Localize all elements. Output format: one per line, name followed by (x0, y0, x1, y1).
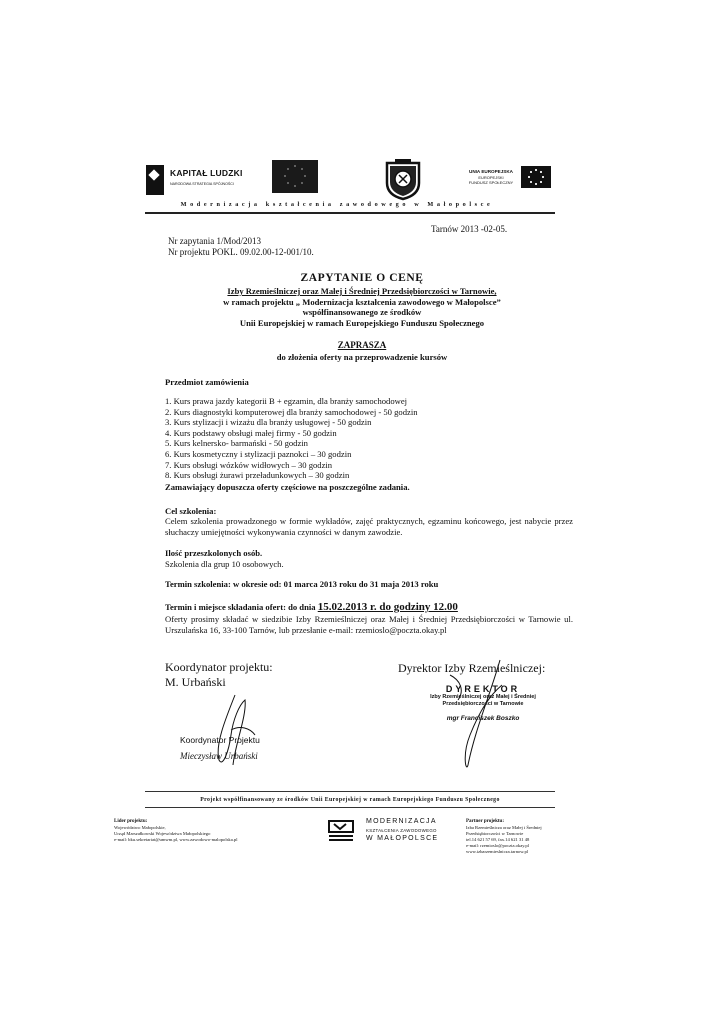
training-term-label: Termin szkolenia: (165, 579, 231, 589)
list-item: 5. Kurs kelnersko- barmański - 50 godzin (165, 438, 308, 449)
eu-text-line1: UNIA EUROPEJSKA (469, 169, 513, 174)
header-divider (145, 212, 555, 214)
eu-flag-icon (521, 166, 551, 188)
page-title: ZAPYTANIE O CENĘ (300, 272, 424, 284)
project-leader (114, 818, 237, 843)
list-item: 6. Kurs kosmetyczny i stylizacji paznokci – 30 godzin (165, 448, 352, 459)
list-item: 7. Kurs obsługi wózków widłowych – 30 godzin (165, 459, 333, 470)
director-stamp-org1: Izby Rzemieślniczej oraz Małej i Średniej (430, 694, 536, 700)
footer-divider-bottom (145, 807, 555, 808)
leader-line2: Urząd Marszałkowski Województwa Małopolskiego (114, 831, 211, 836)
list-item: 1. Kurs prawa jazdy kategorii B + egzamin, dla branży samochodowej (165, 396, 408, 406)
kapital-ludzki-logo (146, 163, 246, 197)
participants-label: Ilość przeszkolonych osób. (165, 548, 263, 558)
document-date: Tarnów 2013 -02-05. (431, 224, 508, 234)
training-term (165, 579, 438, 589)
eu-fund-line: Unii Europejskiej w ramach Europejskiego Funduszu Społecznego (239, 317, 485, 328)
director-stamp-name: mgr Franciszek Boszko (446, 715, 520, 722)
footer-banner: Projekt współfinansowany ze środków Unii Europejskiej w ramach Europejskiego Funduszu Społecznego (200, 797, 500, 803)
modernizacja-logo-text (366, 818, 438, 844)
deadline-value: 15.02.2013 r. do godziny 12.00 (317, 601, 458, 613)
footer-divider-top (145, 791, 555, 792)
invite-subheading: do złożenia oferty na przeprowadzenie kursów (276, 352, 448, 362)
partner-line1: Izba Rzemieślnicza oraz Małej i Średniej (466, 825, 542, 830)
coordinator-stamp-name: Mieczysław Urbański (180, 751, 258, 761)
mwm-line3: W MAŁOPOLSCE (366, 835, 439, 842)
training-term-text: w okresie od: 01 marca 2013 roku do 31 maja 2013 roku (230, 579, 439, 589)
list-item: 8. Kurs obsługi żurawi przeładunkowych – 30 godzin (165, 470, 350, 481)
org-block (150, 286, 574, 328)
partial-offers-note: Zamawiający dopuszcza oferty częściowe na poszczególne zadania. (165, 482, 410, 492)
coordinator-block (165, 660, 273, 690)
course-list (0, 396, 418, 481)
eu-logo-dark-icon (272, 160, 318, 193)
goal-label: Cel szkolenia: (165, 506, 217, 516)
kapital-ludzki-subtitle: NARODOWA STRATEGIA SPÓJNOŚCI (170, 182, 234, 186)
kapital-ludzki-title: KAPITAŁ LUDZKI (170, 168, 243, 178)
leader-line1: Województwo Małopolskie, (114, 825, 166, 830)
list-item: 4. Kurs podstawy obsługi małej firmy - 50 godzin (165, 427, 337, 438)
director-signature (430, 655, 530, 775)
deadline-label: Termin i miejsce składania ofert: do dnia (165, 602, 316, 612)
partner-line4: e-mail: rzemioslo@poczta.okay.pl (466, 843, 529, 848)
coordinator-name: M. Urbański (165, 675, 226, 689)
tarnow-crest-icon (381, 157, 425, 201)
coordinator-title: Koordynator projektu: (165, 660, 273, 674)
header-motto: Modernizacja kształcenia zawodowego w Małopolsce (180, 201, 494, 208)
eu-fund-text (463, 169, 519, 186)
partner-line3: tel.14 621 57 69, fax.14 621 31 48 (466, 837, 530, 842)
coordinator-signature (205, 690, 265, 770)
project-partner (466, 818, 542, 855)
eu-text-line2: EUROPEJSKI (478, 174, 504, 180)
cofinanced-line: współfinansowanego ze środków (302, 307, 422, 317)
list-item: 3. Kurs stylizacji i wizażu dla branży usługowej - 50 godzin (165, 417, 372, 428)
project-line: w ramach projektu „ Modernizacja kształcenia zawodowego w Małopolsce” (223, 296, 501, 307)
deadline-text: Oferty prosimy składać w siedzibie Izby Rzemieślniczej oraz Małej i Średniej Przedsiębiorczości w Tarnowie ul. Urszulańska 16, 33-100 Tarnów, lub przesłanie e-mail: rzemioslo@poczta.okay.pl (165, 614, 573, 635)
offer-deadline (165, 601, 458, 613)
director-stamp-org2: Przedsiębiorczości w Tarnowie (442, 701, 524, 707)
director-title: Dyrektor Izby Rzemieślniczej: (398, 661, 546, 675)
list-item: 2. Kurs diagnostyki komputerowej dla branży samochodowej - 50 godzin (165, 406, 418, 417)
leader-line3: e-mail: bku.sekretariat@umwm.pl, www.zawodowo-malopolska.pl (114, 837, 238, 842)
partner-line2: Przedsiębiorczości w Tarnowie (466, 831, 524, 836)
modernizacja-logo-icon (326, 818, 356, 842)
coordinator-stamp-title: Koordynator Projektu (180, 735, 260, 745)
mwm-line1: MODERNIZACJA (366, 818, 437, 825)
eu-text-line3: FUNDUSZ SPOŁECZNY (468, 180, 514, 185)
org-name: Izby Rzemieślniczej oraz Małej i Średniej Przedsiębiorczości w Tarnowie, (227, 286, 497, 296)
partner-line5: www.izbarzemieslnicza.tarnow.pl (466, 849, 529, 854)
leader-label: Lider projektu: (114, 819, 148, 824)
participants-text: Szkolenia dla grup 10 osobowych. (165, 559, 284, 569)
goal-text: Celem szkolenia prowadzonego w formie wykładów, zajęć praktycznych, egzaminu końcowego, jest nabycie przez słuchaczy umiejętności wykonywania czynności w danym zawodzie. (165, 516, 573, 537)
kapital-ludzki-flag-icon (146, 165, 164, 195)
mwm-line2: KSZTAŁCENIA ZAWODOWEGO (366, 827, 437, 833)
invite-heading: ZAPRASZA (337, 340, 387, 350)
project-number: Nr projektu POKL. 09.02.00-12-001/10. (168, 247, 314, 257)
partner-label: Partner projektu: (466, 819, 505, 824)
subject-label: Przedmiot zamówienia (165, 377, 249, 387)
director-stamp-title: DYREKTOR (445, 684, 521, 694)
inquiry-number: Nr zapytania 1/Mod/2013 (168, 236, 261, 246)
